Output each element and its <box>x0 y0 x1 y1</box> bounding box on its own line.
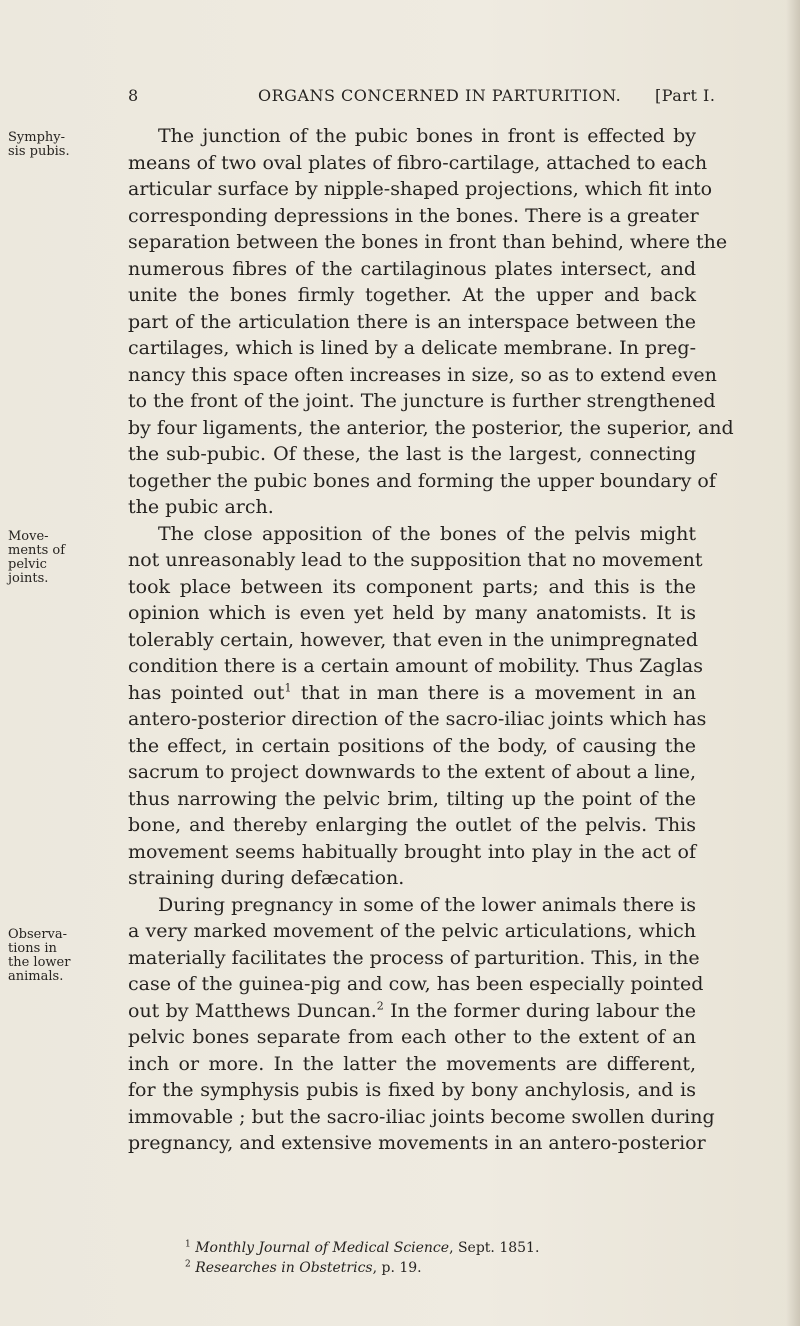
paragraph-movements <box>128 521 707 892</box>
text-line: pelvic bones separate from each other to the extent of an <box>128 1026 696 1048</box>
text-line: part of the articulation there is an interspace between the <box>128 310 696 333</box>
paragraph-symphysis <box>128 123 734 521</box>
footnote-details: , p. 19. <box>372 1260 422 1276</box>
footnote-number: 1 <box>185 1239 191 1250</box>
text-line: cartilages, which is lined by a delicate membrane. In preg- <box>128 337 696 359</box>
margin-note-line: the lower <box>8 955 71 970</box>
text-segment: out by Matthews Duncan. <box>128 999 377 1022</box>
text-line: separation between the bones in front than behind, where the <box>128 231 728 253</box>
text-line: antero-posterior direction of the sacro-iliac joints which has <box>128 708 707 730</box>
text-line: inch or more. In the latter the movements are different, <box>128 1052 696 1075</box>
margin-note-line: Observa- <box>8 927 68 942</box>
text-line: means of two oval plates of fibro-cartilage, attached to each <box>128 151 708 174</box>
paragraph-observations <box>128 892 715 1157</box>
text-line-with-footnote <box>128 680 696 707</box>
page-number: 8 <box>128 86 139 105</box>
text-line: the sub-pubic. Of these, the last is the largest, connecting <box>128 443 696 465</box>
running-title: ORGANS CONCERNED IN PARTURITION. <box>258 86 622 105</box>
main-text <box>128 123 734 1157</box>
margin-note-line: Symphy- <box>8 130 66 145</box>
footnote-source: Researches in Obstetrics <box>195 1260 373 1276</box>
text-line: nancy this space often increases in size, so as to extend even <box>128 363 717 386</box>
text-segment: has pointed out <box>128 681 285 704</box>
text-line: condition there is a certain amount of mobility. Thus Zaglas <box>128 655 703 677</box>
text-segment: In the former during labour the <box>390 999 696 1022</box>
text-line: straining during defæcation. <box>128 867 405 889</box>
margin-note-symphysis <box>8 131 118 159</box>
margin-note-line: ments of <box>8 543 66 558</box>
text-line: articular surface by nipple-shaped projections, which fit into <box>128 178 713 200</box>
text-line: sacrum to project downwards to the extent of about a line, <box>128 761 696 783</box>
footnote-marker: 2 <box>376 999 384 1013</box>
text-line: materially facilitates the process of parturition. This, in the <box>128 946 700 969</box>
text-line: for the symphysis pubis is fixed by bony anchylosis, and is <box>128 1079 696 1101</box>
margin-note-line: animals. <box>8 969 64 984</box>
margin-note-line: pelvic <box>8 557 47 572</box>
text-line: The junction of the pubic bones in front is effected by <box>158 125 696 147</box>
text-line: numerous fibres of the cartilaginous plates intersect, and <box>128 257 696 280</box>
margin-note-line: joints. <box>8 571 49 586</box>
text-line: pregnancy, and extensive movements in an antero-posterior <box>128 1132 706 1154</box>
text-line: tolerably certain, however, that even in the unimpregnated <box>128 628 699 651</box>
text-line: bone, and thereby enlarging the outlet of the pelvis. This <box>128 814 696 836</box>
margin-note-line: sis pubis. <box>8 144 70 159</box>
footnote-number: 2 <box>185 1259 191 1270</box>
footnote-source: Monthly Journal of Medical Science <box>195 1240 450 1256</box>
text-line: immovable ; but the sacro-iliac joints become swollen during <box>128 1105 715 1128</box>
margin-note-observations <box>8 928 118 984</box>
text-line: case of the guinea-pig and cow, has been especially pointed <box>128 973 704 995</box>
text-line: to the front of the joint. The juncture is further strengthened <box>128 390 716 412</box>
margin-note-movements <box>8 530 118 586</box>
text-line: a very marked movement of the pelvic articulations, which <box>128 920 696 942</box>
text-line: the effect, in certain positions of the body, of causing the <box>128 734 696 757</box>
margin-note-line: tions in <box>8 941 57 956</box>
text-line: During pregnancy in some of the lower animals there is <box>158 893 696 916</box>
text-line: opinion which is even yet held by many anatomists. It is <box>128 602 696 624</box>
footnote-marker: 1 <box>284 681 292 695</box>
text-line: thus narrowing the pelvic brim, tilting up the point of the <box>128 787 696 810</box>
text-line: together the pubic bones and forming the upper boundary of <box>128 469 716 492</box>
page-edge-shadow <box>786 0 800 1326</box>
footnote-1 <box>185 1238 705 1258</box>
text-line: not unreasonably lead to the supposition that no movement <box>128 549 703 571</box>
text-line: the pubic arch. <box>128 496 274 518</box>
text-line: The close apposition of the bones of the pelvis might <box>158 522 696 545</box>
text-line: by four ligaments, the anterior, the posterior, the superior, and <box>128 416 734 439</box>
text-line: corresponding depressions in the bones. There is a greater <box>128 204 699 227</box>
footnote-details: , Sept. 1851. <box>449 1240 540 1256</box>
margin-note-line: Move- <box>8 529 49 544</box>
text-line-with-footnote <box>128 998 696 1025</box>
part-label: [Part I. <box>655 86 716 105</box>
text-line: took place between its component parts; and this is the <box>128 575 696 598</box>
footnotes <box>185 1238 705 1278</box>
footnote-2 <box>185 1258 705 1278</box>
text-line: movement seems habitually brought into play in the act of <box>128 840 696 863</box>
text-line: unite the bones firmly together. At the upper and back <box>128 284 696 306</box>
text-segment: that in man there is a movement in an <box>300 681 696 704</box>
